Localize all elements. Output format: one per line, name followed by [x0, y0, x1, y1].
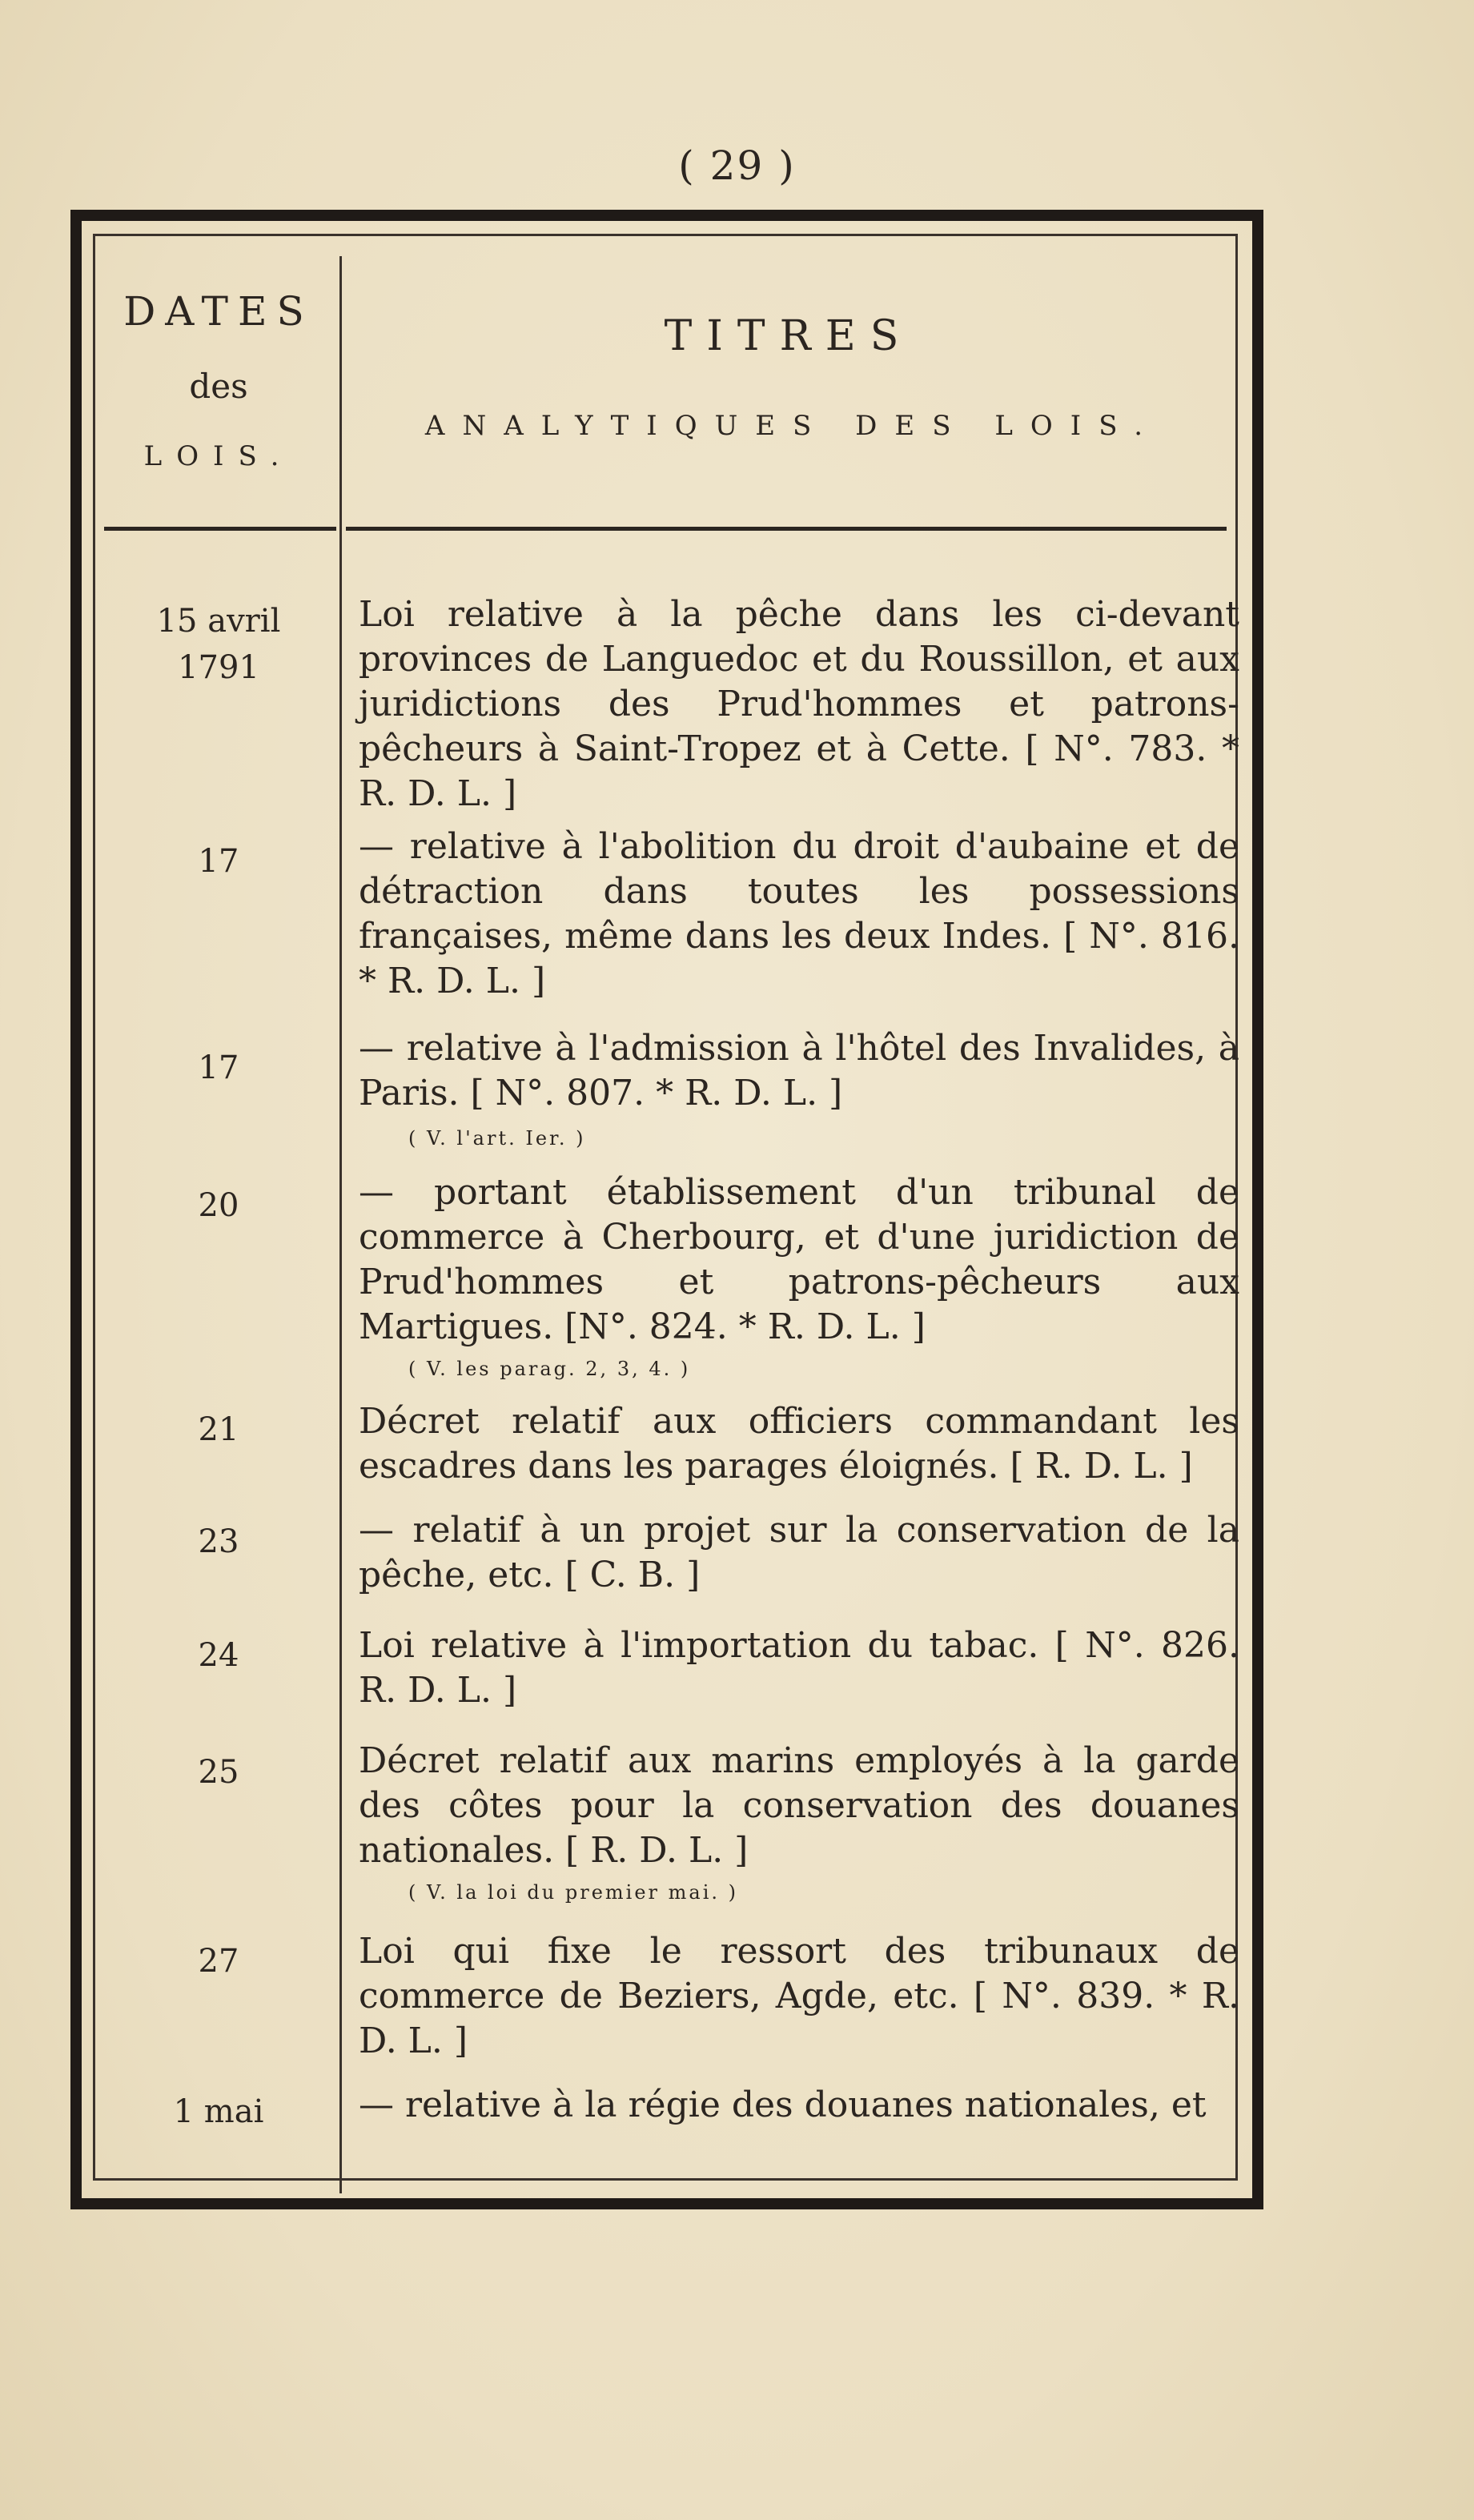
entry-text: Décret relatif aux marins employés à la garde des côtes pour la conservation des douanes nationales. [ R. D. L. ]: [359, 1740, 1239, 1871]
entry-date: 15 avril: [156, 603, 281, 640]
dates-header-des: des: [189, 367, 248, 406]
entry-date: 21: [198, 1411, 239, 1448]
entry-text: Décret relatif aux officiers commandant les escadres dans les parages éloignés. [ R. D. L. ]: [359, 1401, 1239, 1487]
entry-date: 20: [198, 1187, 239, 1224]
entry-date: 24: [198, 1637, 239, 1674]
dates-header-lois: LOIS.: [143, 440, 294, 472]
entry-text: Loi relative à la pêche dans les ci-devant provinces de Languedoc et du Roussillon, et aux juridictions des Prud'hommes et patrons-pêcheurs à Saint-Tropez et à Cette. [ N°. 783. * R. D. L. ]: [359, 594, 1239, 814]
entry-text: — portant établissement d'un tribunal de commerce à Cherbourg, et d'une juridiction de Prud'hommes et patrons-pêcheurs aux Martigues. [N°. 824. * R. D. L. ]: [359, 1172, 1239, 1347]
entry-text: — relative à la régie des douanes nationales, et: [359, 2085, 1207, 2125]
entry-year: 1791: [178, 649, 259, 686]
entry-note: ( V. la loi du premier mai. ): [408, 1881, 739, 1904]
entry-date: 25: [198, 1754, 239, 1791]
header-rule-right: [346, 527, 1227, 531]
entry-date: 17: [198, 1049, 239, 1086]
entry-note: ( V. les parag. 2, 3, 4. ): [408, 1358, 691, 1380]
header-rule-left: [104, 527, 336, 531]
entry-text: — relative à l'admission à l'hôtel des Invalides, à Paris. [ N°. 807. * R. D. L. ]: [359, 1028, 1239, 1114]
entry-text: Loi relative à l'importation du tabac. [ N°. 826. R. D. L. ]: [359, 1625, 1239, 1711]
analytiques-header: ANALYTIQUES DES LOIS.: [424, 410, 1161, 442]
dates-header-title: DATES: [123, 288, 314, 335]
page-number: ( 29 ): [678, 142, 796, 189]
entry-text: Loi qui fixe le ressort des tribunaux de commerce de Beziers, Agde, etc. [ N°. 839. * R. D. L. ]: [359, 1931, 1239, 2061]
column-divider: [339, 256, 342, 2193]
entry-date: 17: [198, 843, 239, 880]
entry-note: ( V. l'art. Ier. ): [408, 1127, 586, 1150]
titres-header: TITRES: [664, 312, 914, 360]
entry-date: 27: [198, 1943, 239, 1980]
entry-date: 1 mai: [173, 2093, 264, 2130]
entry-text: — relative à l'abolition du droit d'aubaine et de détraction dans toutes les possessions françaises, même dans les deux Indes. [ N°. 816. * R. D. L. ]: [359, 826, 1239, 1001]
entry-date: 23: [198, 1523, 239, 1560]
entry-text: — relatif à un projet sur la conservation de la pêche, etc. [ C. B. ]: [359, 1510, 1239, 1595]
